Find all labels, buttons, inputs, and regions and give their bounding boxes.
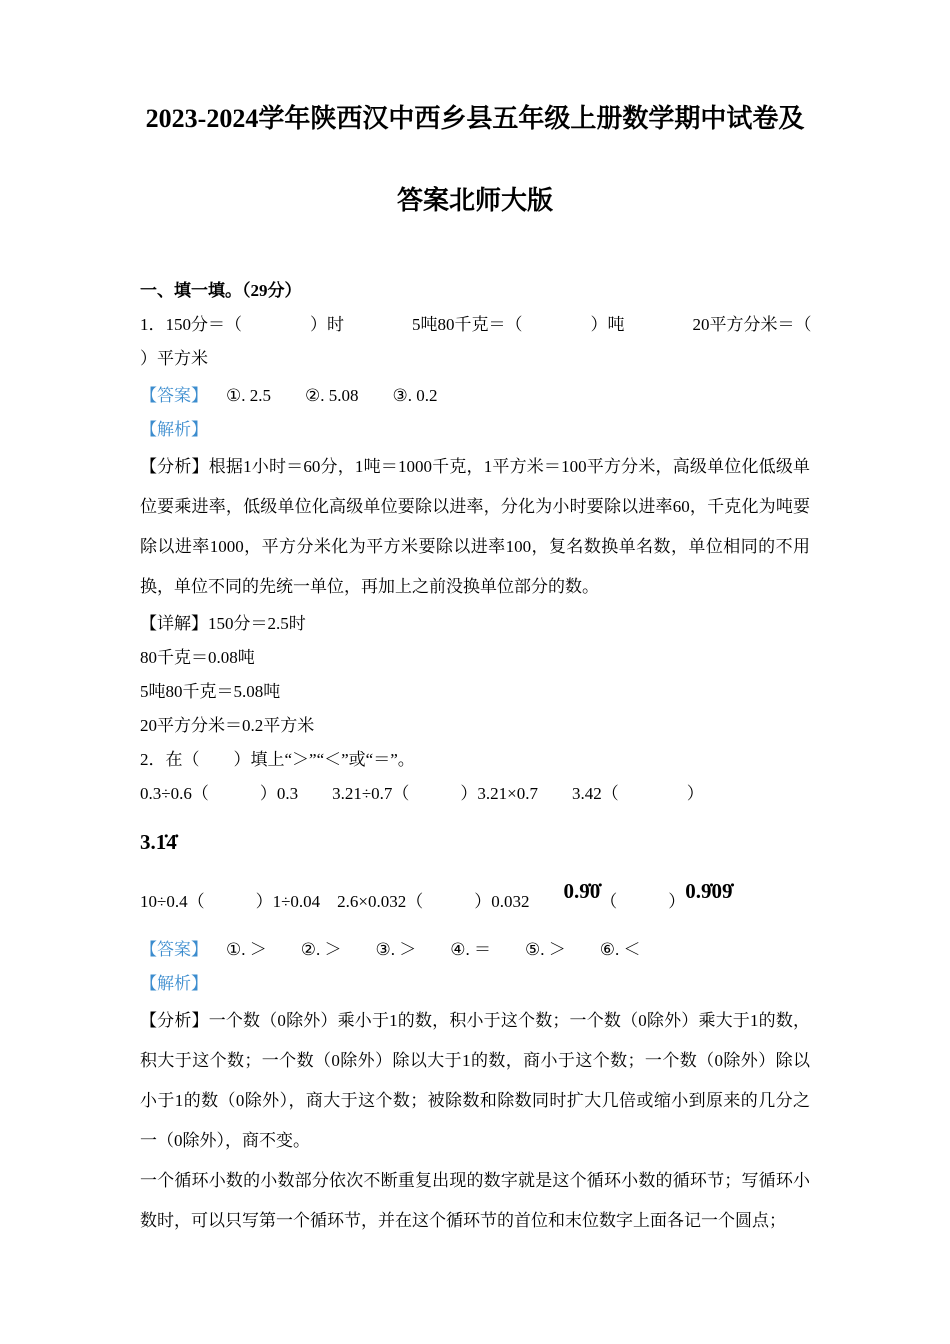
q2-stem: 2．在（ ）填上“＞”“＜”或“＝”。 [140, 750, 415, 769]
fenxi-label: 【分析】 [140, 1011, 209, 1030]
document-title-line-1: 2023-2024学年陕西汉中西乡县五年级上册数学期中试卷及 [145, 104, 805, 133]
repeating-decimal-090: 0.9̇0̇ [563, 879, 601, 903]
answer-label: 【答案】 [140, 940, 208, 959]
document-title-line-2: 答案北师大版 [396, 186, 553, 215]
q1-analysis-text: 根据1小时＝60分，1吨＝1000千克，1平方米＝100平方分米，高级单位化低级单位要乘进率，低级单位化高级单位要除以进率，分化为小时要除以进率60，千克化为吨要除以进率1000，平方分米化为平方米要除以进率100，复名数换单名数，单位相同的不用换，单位不同的先统一单位，再加上之前没换单位部分的数。 [140, 457, 811, 596]
q2-analysis-text: 一个数（0除外）乘小于1的数，积小于这个数；一个数（0除外）乘大于1的数，积大于这个数；一个数（0除外）除以大于1的数，商小于这个数；一个数（0除外）除以小于1的数（0除外），商大于这个数；被除数和除数同时扩大几倍或缩小到原来的几分之一（0除外），商不变。 [140, 1011, 811, 1150]
q2-answer-row [140, 933, 810, 967]
answer-label: 【答案】 [140, 386, 208, 405]
q1-detail-line-1 [140, 607, 810, 641]
q2-comparison-row-2 [140, 879, 810, 919]
q1-detail-line-3: 5吨80千克＝5.08吨 [140, 682, 281, 701]
q1-answer-values: ①. 2.5 ②. 5.08 ③. 0.2 [226, 386, 438, 405]
q2-note-paragraph: 一个循环小数的小数部分依次不断重复出现的数字就是这个循环小数的循环节；写循环小数时，可以只写第一个循环节，并在这个循环节的首位和末位数字上面各记一个圆点； [140, 1171, 810, 1230]
fenxi-label: 【分析】 [140, 457, 209, 476]
q1-stem-line-1: 1．150分＝（ ）时 5吨80千克＝（ ）吨 20平方分米＝（ [140, 315, 812, 334]
repeating-decimal-0909: 0.9̇09̇ [685, 879, 733, 903]
q1-detail-line-4: 20平方分米＝0.2平方米 [140, 716, 315, 735]
q1-detail-text-1: 150分＝2.5时 [208, 614, 306, 633]
q1-answer-row [140, 379, 810, 413]
q2-answer-values: ①. ＞ ②. ＞ ③. ＞ ④. ＝ ⑤. ＞ ⑥. ＜ [226, 940, 641, 959]
section-1-heading: 一、填一填。（29分） [140, 281, 302, 300]
xiangjie-label: 【详解】 [140, 614, 208, 633]
document-title [140, 106, 810, 214]
q2-analysis-paragraph [140, 1001, 810, 1161]
q1-stem-line-2: ）平方米 [140, 349, 208, 368]
q2-comparison-row-1: 0.3÷0.6（ ）0.3 3.21÷0.7（ ）3.21×0.7 3.42（ ） [140, 784, 704, 803]
q2-row2-blank: （ ） [600, 892, 686, 911]
q2-repeating-decimal-314 [140, 827, 810, 859]
repeating-decimal-value: 3.1̇4̇ [140, 830, 177, 854]
q2-analysis-label: 【解析】 [140, 974, 208, 993]
q1-detail-line-2: 80千克＝0.08吨 [140, 648, 255, 667]
q1-analysis-paragraph [140, 447, 810, 607]
q2-row2-text: 10÷0.4（ ）1÷0.04 2.6×0.032（ ）0.032 [140, 892, 564, 911]
q1-analysis-label: 【解析】 [140, 420, 208, 439]
